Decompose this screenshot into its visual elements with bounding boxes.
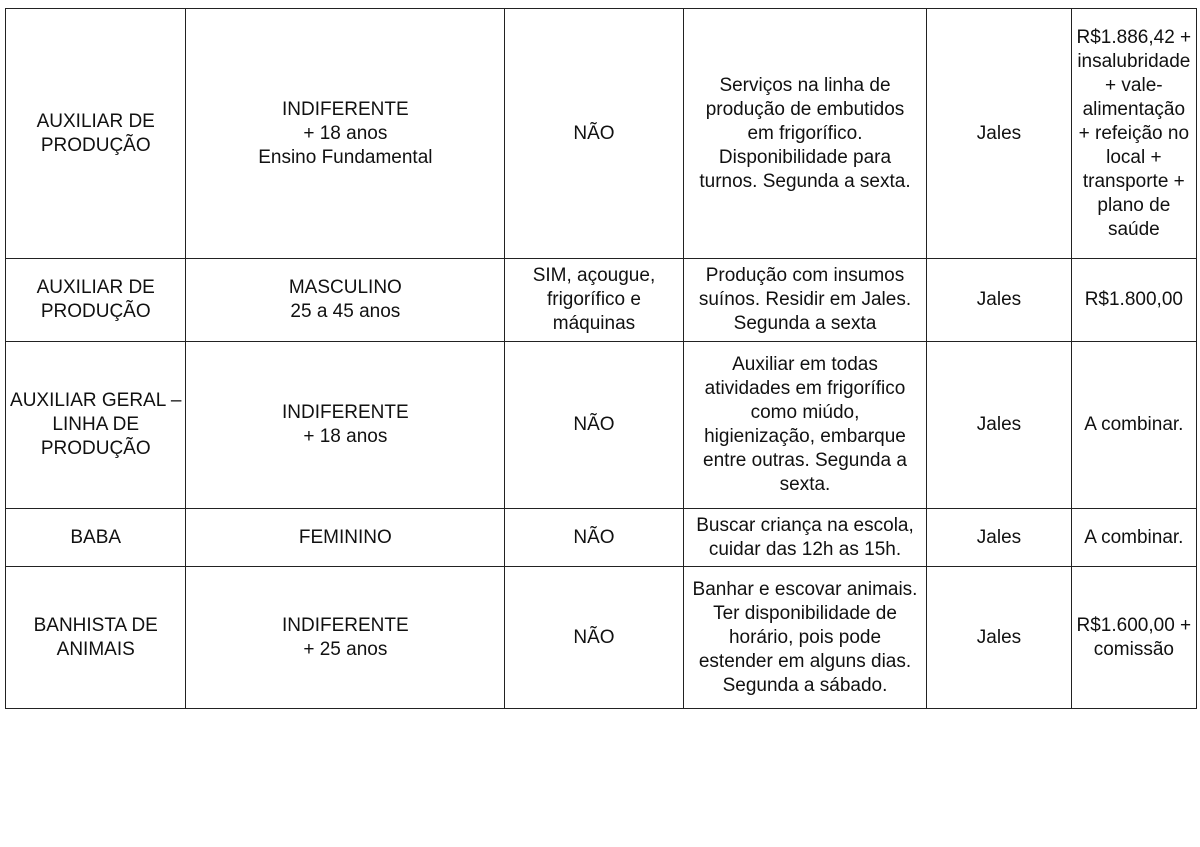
cidade-cell: Jales: [927, 509, 1071, 567]
table-row: [6, 259, 1197, 342]
perfil-cell: INDIFERENTE + 18 anos Ensino Fundamental: [186, 9, 505, 259]
perfil-cell: FEMININO: [186, 509, 505, 567]
table-row: [6, 509, 1197, 567]
cidade-cell: Jales: [927, 9, 1071, 259]
descricao-cell: Serviços na linha de produção de embutidos em frigorífico. Disponibilidade para turnos. Segunda a sexta.: [683, 9, 927, 259]
cargo-cell: AUXILIAR DE PRODUÇÃO: [6, 9, 186, 259]
descricao-cell: Auxiliar em todas atividades em frigorífico como miúdo, higienização, embarque entre outras. Segunda a sexta.: [683, 342, 927, 509]
cidade-cell: Jales: [927, 259, 1071, 342]
salario-cell: A combinar.: [1071, 509, 1196, 567]
experiencia-cell: NÃO: [505, 567, 683, 709]
experiencia-cell: NÃO: [505, 509, 683, 567]
table-row: [6, 342, 1197, 509]
cargo-cell: AUXILIAR DE PRODUÇÃO: [6, 259, 186, 342]
cidade-cell: Jales: [927, 567, 1071, 709]
table-row: [6, 567, 1197, 709]
descricao-cell: Buscar criança na escola, cuidar das 12h as 15h.: [683, 509, 927, 567]
table-row: [6, 9, 1197, 259]
descricao-cell: Produção com insumos suínos. Residir em Jales. Segunda a sexta: [683, 259, 927, 342]
perfil-cell: INDIFERENTE + 18 anos: [186, 342, 505, 509]
cargo-cell: BABA: [6, 509, 186, 567]
perfil-cell: INDIFERENTE + 25 anos: [186, 567, 505, 709]
job-listings-body: [6, 9, 1197, 709]
salario-cell: R$1.800,00: [1071, 259, 1196, 342]
salario-cell: R$1.600,00 + comissão: [1071, 567, 1196, 709]
salario-cell: R$1.886,42 + insalubridade + vale- alimentação + refeição no local + transporte + plano de saúde: [1071, 9, 1196, 259]
descricao-cell: Banhar e escovar animais. Ter disponibilidade de horário, pois pode estender em alguns dias. Segunda a sábado.: [683, 567, 927, 709]
experiencia-cell: NÃO: [505, 9, 683, 259]
experiencia-cell: SIM, açougue, frigorífico e máquinas: [505, 259, 683, 342]
cidade-cell: Jales: [927, 342, 1071, 509]
cargo-cell: BANHISTA DE ANIMAIS: [6, 567, 186, 709]
perfil-cell: MASCULINO 25 a 45 anos: [186, 259, 505, 342]
experiencia-cell: NÃO: [505, 342, 683, 509]
salario-cell: A combinar.: [1071, 342, 1196, 509]
job-listings-table: [5, 8, 1197, 709]
cargo-cell: AUXILIAR GERAL – LINHA DE PRODUÇÃO: [6, 342, 186, 509]
